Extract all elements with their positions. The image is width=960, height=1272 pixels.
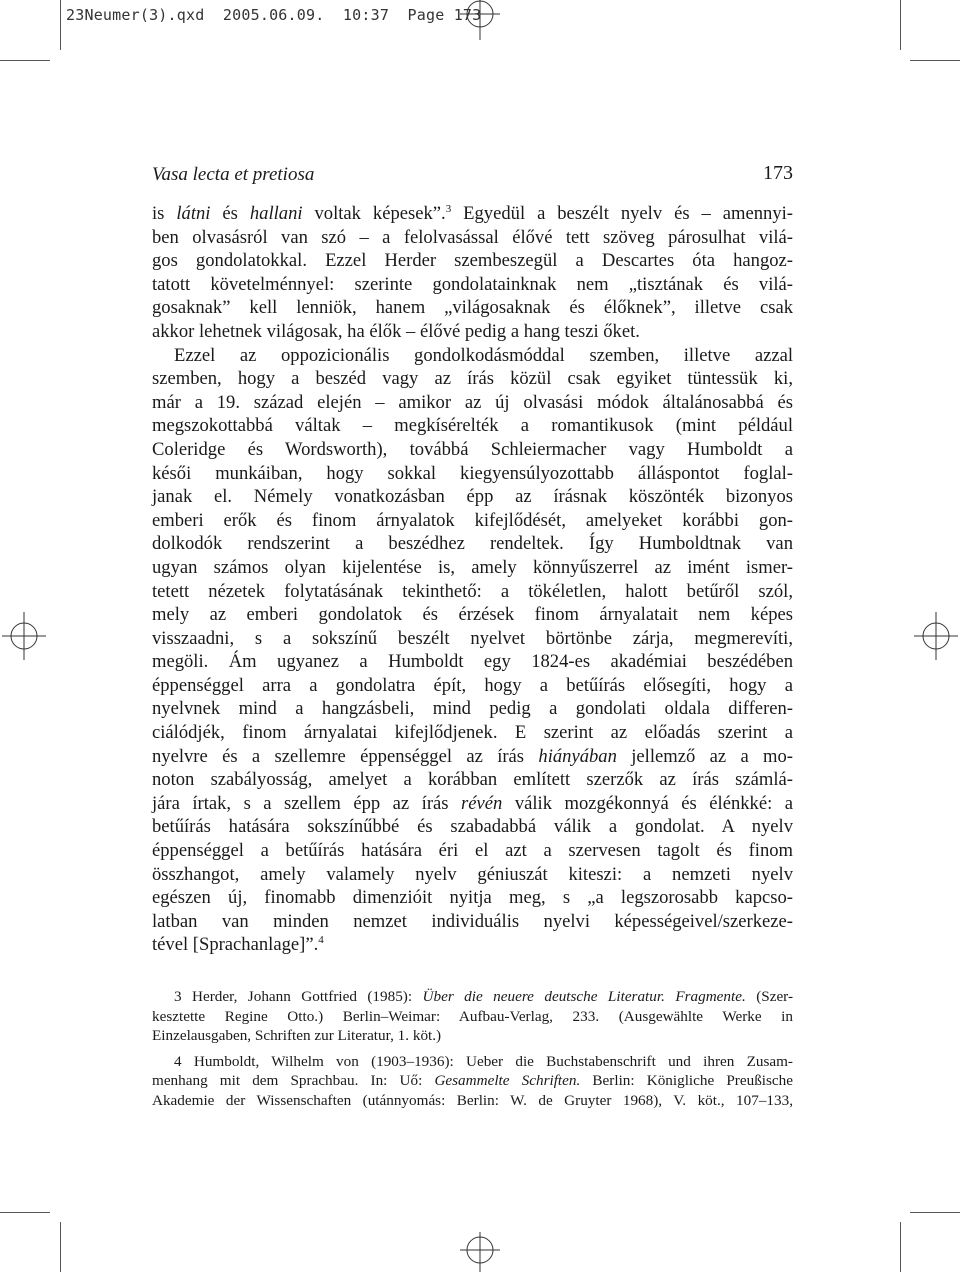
text-run: mely az emberi gondolatok és érzések finom árnyalatait nem képes <box>152 604 793 626</box>
text-run: Egyedül a beszélt nyelv és – amennyi- <box>451 203 793 224</box>
text-run: noton szabályosság, amelyet a korábban említett szerzők az írás számlá- <box>152 769 793 791</box>
text-run: megöli. Ám ugyanez a Humboldt egy 1824-es akadémiai beszédében <box>152 651 793 673</box>
text-run: tével [Sprachanlage]”. <box>152 934 319 956</box>
text-run: és <box>210 203 250 224</box>
text-run: késői munkáiban, hogy sokkal kiegyensúlyozottabb álláspontot foglal- <box>152 462 793 484</box>
text-run: is <box>152 203 177 224</box>
text-run: kesztette Regine Otto.) Berlin–Weimar: Aufbau-Verlag, 233. (Ausgewählte Werke in <box>152 1007 793 1025</box>
registration-mark-bottom-icon <box>456 1224 504 1272</box>
text-line <box>152 933 793 957</box>
text-line <box>152 603 793 627</box>
body-text <box>152 202 793 957</box>
text-run: jellemző az a mo- <box>616 745 793 767</box>
text-line <box>152 202 793 226</box>
page-number: 173 <box>763 162 793 184</box>
text-line <box>152 650 793 674</box>
text-run: ben olvasásról van szó – a felolvasással élővé tett szöveg párosulhat vilá- <box>152 226 793 248</box>
text-run: 4 Humboldt, Wilhelm von (1903–1936): Ueber die Buchstabenschrift und ihren Zusam- <box>174 1052 793 1070</box>
footnote-line <box>152 1026 793 1046</box>
italic-text: Gesammelte Schriften. <box>434 1072 581 1090</box>
text-run: latban van minden nemzet individuális nyelvi képességeivel/szerkeze- <box>152 910 793 932</box>
text-run: éppenséggel a betűírás hatására éri el azt a szervesen tagolt és finom <box>152 840 793 862</box>
text-line <box>152 556 793 580</box>
text-run: Akademie der Wissenschaften (utánnyomás: Berlin: W. de Gruyter 1968), V. köt., 107–133, <box>152 1091 793 1109</box>
text-run: szemben, hogy a beszéd vagy az írás közül csak egyiket tüntessük ki, <box>152 368 793 390</box>
text-line <box>152 910 793 934</box>
crop-mark-bottom-left-h <box>0 1212 50 1213</box>
text-line <box>152 438 793 462</box>
italic-text: révén <box>461 792 503 814</box>
text-run: összhangot, amely valamely nyelv géniuszát kiteszi: a nemzeti nyelv <box>152 863 793 885</box>
text-line <box>152 815 793 839</box>
text-line <box>152 886 793 910</box>
text-run: válik mozgékonnyá és élénkké: a <box>502 792 794 814</box>
text-run: akkor lehetnek világosak, ha élők – élővé pedig a hang teszi őket. <box>152 320 640 342</box>
crop-mark-bottom-left-v <box>60 1222 61 1272</box>
text-run: éppenséggel arra a gondolatra épít, hogy a betűírás elősegíti, hogy a <box>152 674 793 696</box>
text-run: Einzelausgaben, Schriften zur Literatur, 1. köt.) <box>152 1027 442 1045</box>
crop-mark-top-left-v <box>60 0 61 50</box>
text-line <box>152 863 793 887</box>
crop-mark-top-left-h <box>0 60 50 61</box>
footnote-reference: 4 <box>318 934 324 947</box>
text-line <box>152 768 793 792</box>
italic-text: látni <box>176 203 211 224</box>
registration-mark-right-icon <box>912 612 960 660</box>
footnote-line <box>152 1091 793 1111</box>
text-run: menhang mit dem Sprachbau. In: Uő: <box>152 1072 435 1090</box>
text-run: tatott követelménnyel: szerinte gondolatainknak nem „tisztának és vilá- <box>152 273 793 295</box>
crop-mark-top-right-v <box>900 0 901 50</box>
footnotes <box>152 987 793 1111</box>
running-title: Vasa lecta et pretiosa <box>152 164 315 185</box>
crop-mark-top-right-h <box>910 60 960 61</box>
text-run: janak el. Némely vonatkozásban épp az írásnak köszönték bizonyos <box>152 486 793 508</box>
footnote-line <box>152 1007 793 1027</box>
text-run: Ezzel az oppozicionális gondolkodásmóddal szemben, illetve azzal <box>174 344 793 366</box>
text-run: Berlin: Königliche Preußische <box>580 1072 793 1090</box>
text-line <box>152 462 793 486</box>
italic-text: Über die neuere deutsche Literatur. Fragmente. <box>422 988 746 1005</box>
text-line <box>152 320 793 344</box>
text-line <box>152 697 793 721</box>
text-line <box>152 674 793 698</box>
text-line <box>152 627 793 651</box>
text-run: gos gondolatokkal. Ezzel Herder szembeszegül a Descartes óta hangoz- <box>152 250 793 272</box>
registration-mark-top-icon <box>456 0 504 48</box>
text-line <box>152 414 793 438</box>
text-line <box>152 485 793 509</box>
text-line <box>152 391 793 415</box>
text-line <box>152 296 793 320</box>
text-run: megszokottabbá váltak – megkísérelték a romantikusok (mint például <box>152 415 793 437</box>
text-line <box>152 792 793 816</box>
text-line <box>152 344 793 368</box>
text-run: Coleridge és Wordsworth), továbbá Schleiermacher vagy Humboldt a <box>152 438 793 460</box>
registration-mark-left-icon <box>0 612 48 660</box>
text-run: dolkodók rendszerint a beszédhez rendeltek. Így Humboldtnak van <box>152 533 793 555</box>
crop-mark-bottom-right-v <box>900 1222 901 1272</box>
text-line <box>152 273 793 297</box>
footnote-line <box>152 987 793 1007</box>
text-line <box>152 226 793 250</box>
text-run: tetett nézetek folytatásának tekinthető: a tökéletlen, halott betűről szól, <box>152 580 793 602</box>
text-run: voltak képesek”. <box>302 203 446 224</box>
italic-text: hiányában <box>538 745 617 767</box>
text-run: jára írtak, s a szellem épp az írás <box>152 792 462 814</box>
text-run: visszaadni, s a sokszínű beszélt nyelvet börtönbe zárja, megmerevíti, <box>152 627 793 649</box>
text-line <box>152 367 793 391</box>
running-header <box>152 160 793 190</box>
text-run: gosaknak” kell lenniök, hanem „világosaknak és élőknek”, illetve csak <box>152 297 793 319</box>
book-page <box>152 160 793 1111</box>
footnote-line <box>152 1052 793 1072</box>
text-line <box>152 580 793 604</box>
text-line <box>152 839 793 863</box>
text-run: (Szer- <box>745 988 793 1005</box>
footnote-reference: 3 <box>445 203 452 215</box>
text-run: már a 19. század elején – amikor az új olvasási módok általánosabbá és <box>152 391 793 413</box>
text-line <box>152 532 793 556</box>
footnote-line <box>152 1071 793 1091</box>
italic-text: hallani <box>249 203 303 224</box>
text-run: egészen új, finomabb dimenzióit nyitja meg, s „a legszorosabb kapcso- <box>152 887 793 909</box>
text-run: emberi erők és finom árnyalatok kifejlődését, amelyeket korábbi gon- <box>152 509 793 531</box>
print-slug: 23Neumer(3).qxd 2005.06.09. 10:37 Page 173 <box>66 6 482 24</box>
text-line <box>152 509 793 533</box>
text-line <box>152 249 793 273</box>
text-line <box>152 745 793 769</box>
text-run: ugyan számos olyan kijelentése is, amely könnyűszerrel az imént ismer- <box>152 556 793 578</box>
crop-mark-bottom-right-h <box>910 1212 960 1213</box>
text-run: betűírás hatására sokszínűbbé és szabadabbá válik a gondolat. A nyelv <box>152 816 793 838</box>
text-run: nyelvre és a szellemre éppenséggel az írás <box>152 745 539 767</box>
text-run: ciálódjék, finom árnyalatai kifejlődjenek. E szerint az előadás szerint a <box>152 722 793 744</box>
text-line <box>152 721 793 745</box>
text-run: 3 Herder, Johann Gottfried (1985): <box>174 988 423 1005</box>
text-run: nyelvnek mind a hangzásbeli, mind pedig a gondolati oldala differen- <box>152 698 793 720</box>
